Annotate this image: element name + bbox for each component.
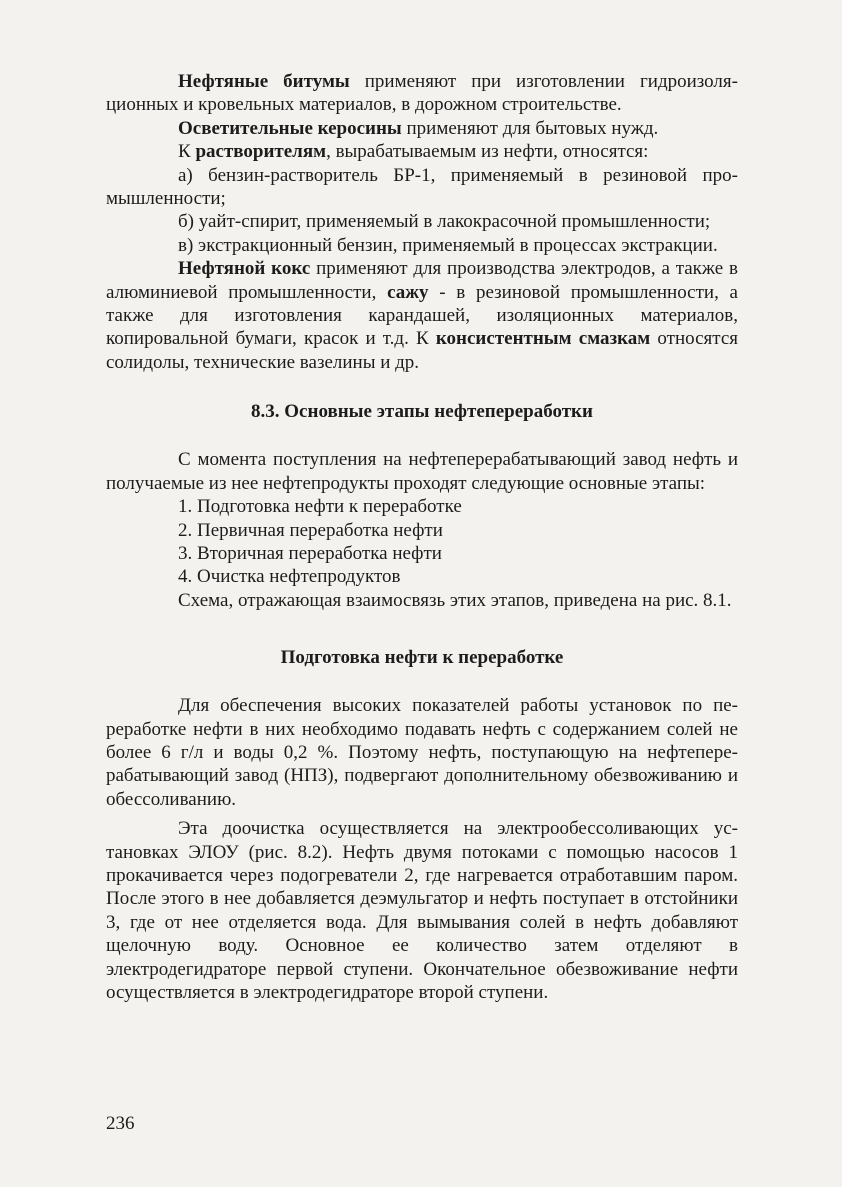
stage-item-2: 2. Первичная переработка нефти <box>178 519 443 541</box>
term-greases: консистентным смазкам <box>435 328 651 350</box>
section-heading-8-3: 8.3. Основные этапы нефтепереработки <box>251 401 593 423</box>
term-solvents: растворителям <box>195 141 327 163</box>
paragraph-coke <box>106 257 738 374</box>
text-coke-3: относятся солидолы, технические вазелины и др. <box>106 328 738 373</box>
paragraph-preparation: Для обеспечения высоких показателей работы установок по переработке нефти в них необходимо подавать нефть с содержанием солей не более 6 г/л и воды 0,2 %. Поэтому нефть, поступающую на нефтеперерабатывающий завод (НПЗ), подвергают дополнительному обезвоживанию и обессоливанию. <box>106 695 738 810</box>
text-bitumen: применяют при изготовлении гидроизоляционных и кровельных материалов, в дорожном строительстве. <box>106 71 738 116</box>
paragraph-stages-intro: С момента поступления на нефтеперерабатывающий завод нефть и получаемые из нее нефтепродукты проходят следующие основные этапы: <box>106 449 738 494</box>
solvent-item-a: а) бензин-растворитель БР-1, применяемый в резиновой промышленности; <box>106 164 738 210</box>
term-coke: Нефтяной кокс <box>178 258 311 280</box>
solvent-item-c: в) экстракционный бензин, применяемый в процессах экстракции. <box>178 234 718 256</box>
stages-caption: Схема, отражающая взаимосвязь этих этапов, приведена на рис. 8.1. <box>178 589 732 611</box>
stage-item-3: 3. Вторичная переработка нефти <box>178 542 442 564</box>
text-solvents-pre: К <box>178 141 196 163</box>
text-solvents: , вырабатываемым из нефти, относятся: <box>326 141 649 163</box>
text-coke-2: - в резиновой промышленности, а также для изготовления карандашей, изоляционных материалов, копировальной бумаги, красок и т.д. К <box>106 281 738 350</box>
text-coke-1: применяют для производства электродов, а также в алюминиевой промышленности, <box>106 258 738 303</box>
page-body <box>106 70 738 1004</box>
paragraph-elou: Эта доочистка осуществляется на электрообессоливающих установках ЭЛОУ (рис. 8.2). Нефть двумя потоками с помощью насосов 1 прокачивается через подогреватели 2, где нагревается отработавшим паром. После этого в нее добавляется деэмульгатор и нефть поступает в отстойники 3, где от нее отделяется вода. Для вымывания солей в нефть добавляют щелочную воду. Основное ее количество затем отделяют в электродегидраторе первой ступени. Окончательное обезвоживание нефти осуществляется в электродегидраторе второй ступени. <box>106 818 738 1003</box>
term-soot: сажу <box>387 281 429 303</box>
solvent-item-b: б) уайт-спирит, применяемый в лакокрасочной промышленности; <box>178 211 711 233</box>
paragraph-kerosene <box>106 117 738 140</box>
stages-list <box>106 495 738 612</box>
term-kerosene: Осветительные керосины <box>178 117 402 139</box>
stage-item-4: 4. Очистка нефтепродуктов <box>178 566 401 588</box>
paragraph-solvents <box>106 140 738 163</box>
paragraph-bitumen <box>106 70 738 117</box>
stage-item-1: 1. Подготовка нефти к переработке <box>178 496 462 518</box>
text-kerosene: применяют для бытовых нужд. <box>401 117 659 139</box>
page-number: 236 <box>106 1113 135 1134</box>
subsection-heading: Подготовка нефти к переработке <box>280 647 564 669</box>
term-bitumen: Нефтяные битумы <box>178 71 350 92</box>
